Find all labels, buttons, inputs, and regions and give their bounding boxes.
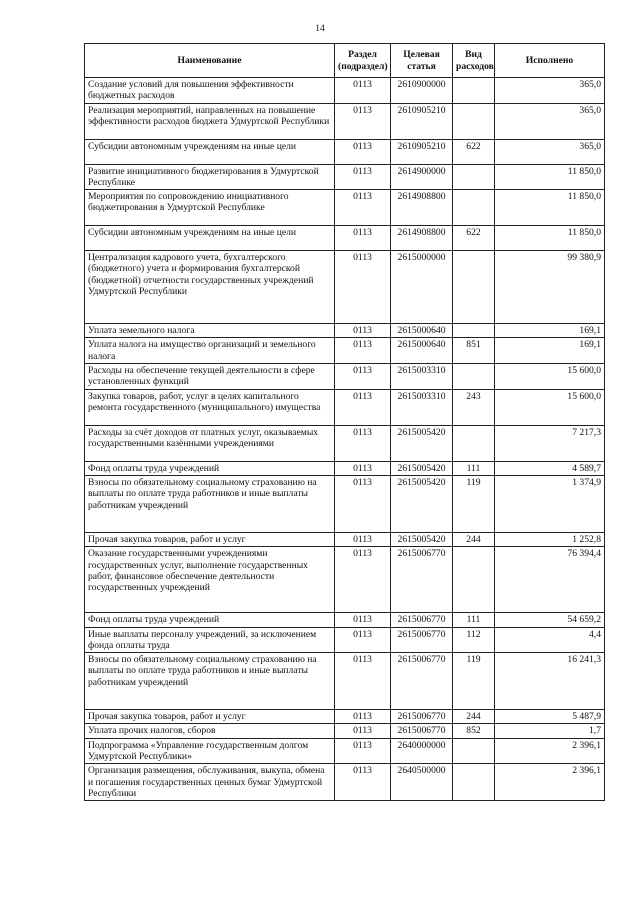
table-row bbox=[85, 190, 605, 226]
row-expense-type-cell: 111 bbox=[453, 613, 495, 627]
row-target-cell: 2615006770 bbox=[391, 710, 453, 724]
row-name-cell: Закупка товаров, работ, услуг в целях капитального ремонта государственного (муниципального) имущества bbox=[85, 389, 335, 425]
row-target-cell: 2615006770 bbox=[391, 724, 453, 738]
row-expense-type-cell: 244 bbox=[453, 532, 495, 546]
table-row bbox=[85, 613, 605, 627]
row-executed-cell: 15 600,0 bbox=[495, 389, 605, 425]
row-section-cell: 0113 bbox=[335, 389, 391, 425]
table-row bbox=[85, 738, 605, 764]
row-target-cell: 2615005420 bbox=[391, 475, 453, 532]
row-name-cell: Подпрограмма «Управление государственным долгом Удмуртской Республики» bbox=[85, 738, 335, 764]
row-target-cell: 2615006770 bbox=[391, 613, 453, 627]
row-section-cell: 0113 bbox=[335, 738, 391, 764]
table-row bbox=[85, 461, 605, 475]
row-name-cell: Уплата налога на имущество организаций и земельного налога bbox=[85, 338, 335, 364]
row-section-cell: 0113 bbox=[335, 710, 391, 724]
row-name-cell: Централизация кадрового учета, бухгалтерского (бюджетного) учета и формирования бухгалтерской (бюджетной) отчетности государственных учреждений Удмуртской Республики bbox=[85, 251, 335, 324]
row-expense-type-cell: 622 bbox=[453, 139, 495, 164]
row-expense-type-cell bbox=[453, 425, 495, 461]
row-name-cell: Фонд оплаты труда учреждений bbox=[85, 461, 335, 475]
row-name-cell: Расходы на обеспечение текущей деятельности в сфере установленных функций bbox=[85, 364, 335, 390]
row-name-cell: Оказание государственными учреждениями государственных услуг, выполнение государственных работ, финансовое обеспечение деятельности государственных учреждений bbox=[85, 547, 335, 613]
row-name-cell: Уплата прочих налогов, сборов bbox=[85, 724, 335, 738]
row-executed-cell: 54 659,2 bbox=[495, 613, 605, 627]
row-executed-cell: 16 241,3 bbox=[495, 653, 605, 710]
row-name-cell: Взносы по обязательному социальному страхованию на выплаты по оплате труда работников и иные выплаты работникам учреждений bbox=[85, 475, 335, 532]
row-target-cell: 2614900000 bbox=[391, 164, 453, 190]
table-header-row bbox=[85, 44, 605, 78]
row-expense-type-cell: 111 bbox=[453, 461, 495, 475]
row-name-cell: Создание условий для повышения эффективности бюджетных расходов bbox=[85, 78, 335, 104]
row-name-cell: Уплата земельного налога bbox=[85, 324, 335, 338]
row-section-cell: 0113 bbox=[335, 547, 391, 613]
row-executed-cell: 7 217,3 bbox=[495, 425, 605, 461]
row-expense-type-cell: 851 bbox=[453, 338, 495, 364]
row-section-cell: 0113 bbox=[335, 724, 391, 738]
row-target-cell: 2610905210 bbox=[391, 139, 453, 164]
row-target-cell: 2615000640 bbox=[391, 338, 453, 364]
table-row bbox=[85, 764, 605, 801]
row-name-cell: Развитие инициативного бюджетирования в Удмуртской Республике bbox=[85, 164, 335, 190]
row-target-cell: 2615006770 bbox=[391, 547, 453, 613]
row-expense-type-cell: 622 bbox=[453, 226, 495, 251]
row-expense-type-cell bbox=[453, 164, 495, 190]
table-row bbox=[85, 710, 605, 724]
row-executed-cell: 11 850,0 bbox=[495, 164, 605, 190]
row-expense-type-cell bbox=[453, 251, 495, 324]
row-target-cell: 2610900000 bbox=[391, 78, 453, 104]
table-row bbox=[85, 226, 605, 251]
row-section-cell: 0113 bbox=[335, 78, 391, 104]
row-expense-type-cell bbox=[453, 764, 495, 801]
row-executed-cell: 76 394,4 bbox=[495, 547, 605, 613]
page-number: 14 bbox=[315, 24, 325, 34]
row-target-cell: 2614908800 bbox=[391, 226, 453, 251]
row-expense-type-cell bbox=[453, 190, 495, 226]
row-target-cell: 2615005420 bbox=[391, 425, 453, 461]
row-executed-cell: 99 380,9 bbox=[495, 251, 605, 324]
table-row bbox=[85, 338, 605, 364]
row-target-cell: 2615006770 bbox=[391, 653, 453, 710]
row-executed-cell: 11 850,0 bbox=[495, 226, 605, 251]
table-row bbox=[85, 389, 605, 425]
row-name-cell: Прочая закупка товаров, работ и услуг bbox=[85, 532, 335, 546]
row-executed-cell: 365,0 bbox=[495, 139, 605, 164]
row-name-cell: Прочая закупка товаров, работ и услуг bbox=[85, 710, 335, 724]
row-name-cell: Расходы за счёт доходов от платных услуг, оказываемых государственными казёнными учреждениями bbox=[85, 425, 335, 461]
row-target-cell: 2615005420 bbox=[391, 532, 453, 546]
table-row bbox=[85, 324, 605, 338]
row-executed-cell: 2 396,1 bbox=[495, 738, 605, 764]
table-row bbox=[85, 251, 605, 324]
row-name-cell: Взносы по обязательному социальному страхованию на выплаты по оплате труда работников и иные выплаты работникам учреждений bbox=[85, 653, 335, 710]
table-row bbox=[85, 103, 605, 139]
row-section-cell: 0113 bbox=[335, 103, 391, 139]
header-expense-type: Вид расходов bbox=[453, 44, 495, 78]
row-name-cell: Фонд оплаты труда учреждений bbox=[85, 613, 335, 627]
row-section-cell: 0113 bbox=[335, 475, 391, 532]
row-section-cell: 0113 bbox=[335, 461, 391, 475]
row-expense-type-cell: 112 bbox=[453, 627, 495, 653]
row-executed-cell: 169,1 bbox=[495, 324, 605, 338]
row-section-cell: 0113 bbox=[335, 338, 391, 364]
row-target-cell: 2610905210 bbox=[391, 103, 453, 139]
row-name-cell: Организация размещения, обслуживания, выкупа, обмена и погашения государственных ценных бумаг Удмуртской Республики bbox=[85, 764, 335, 801]
row-executed-cell: 1 374,9 bbox=[495, 475, 605, 532]
row-target-cell: 2615003310 bbox=[391, 389, 453, 425]
header-target: Целевая статья bbox=[391, 44, 453, 78]
table-row bbox=[85, 425, 605, 461]
row-target-cell: 2614908800 bbox=[391, 190, 453, 226]
row-executed-cell: 1 252,8 bbox=[495, 532, 605, 546]
row-target-cell: 2615000640 bbox=[391, 324, 453, 338]
row-section-cell: 0113 bbox=[335, 164, 391, 190]
row-name-cell: Субсидии автономным учреждениям на иные цели bbox=[85, 139, 335, 164]
table-row bbox=[85, 364, 605, 390]
row-expense-type-cell: 243 bbox=[453, 389, 495, 425]
row-target-cell: 2640000000 bbox=[391, 738, 453, 764]
row-section-cell: 0113 bbox=[335, 364, 391, 390]
row-target-cell: 2640500000 bbox=[391, 764, 453, 801]
header-section: Раздел (подраздел) bbox=[335, 44, 391, 78]
row-expense-type-cell bbox=[453, 324, 495, 338]
row-section-cell: 0113 bbox=[335, 324, 391, 338]
row-executed-cell: 11 850,0 bbox=[495, 190, 605, 226]
row-expense-type-cell bbox=[453, 364, 495, 390]
row-target-cell: 2615003310 bbox=[391, 364, 453, 390]
row-section-cell: 0113 bbox=[335, 251, 391, 324]
table-row bbox=[85, 164, 605, 190]
table-row bbox=[85, 724, 605, 738]
table-row bbox=[85, 547, 605, 613]
row-section-cell: 0113 bbox=[335, 613, 391, 627]
table-body bbox=[85, 78, 605, 801]
row-expense-type-cell: 244 bbox=[453, 710, 495, 724]
row-name-cell: Реализация мероприятий, направленных на повышение эффективности расходов бюджета Удмуртской Республики bbox=[85, 103, 335, 139]
row-executed-cell: 365,0 bbox=[495, 103, 605, 139]
row-expense-type-cell bbox=[453, 103, 495, 139]
table-row bbox=[85, 475, 605, 532]
row-expense-type-cell: 119 bbox=[453, 653, 495, 710]
table-row bbox=[85, 653, 605, 710]
row-target-cell: 2615006770 bbox=[391, 627, 453, 653]
table-row bbox=[85, 78, 605, 104]
row-section-cell: 0113 bbox=[335, 226, 391, 251]
row-section-cell: 0113 bbox=[335, 532, 391, 546]
row-section-cell: 0113 bbox=[335, 653, 391, 710]
row-executed-cell: 169,1 bbox=[495, 338, 605, 364]
row-section-cell: 0113 bbox=[335, 139, 391, 164]
row-section-cell: 0113 bbox=[335, 627, 391, 653]
row-expense-type-cell: 119 bbox=[453, 475, 495, 532]
row-executed-cell: 4 589,7 bbox=[495, 461, 605, 475]
row-section-cell: 0113 bbox=[335, 764, 391, 801]
budget-table bbox=[84, 43, 605, 801]
table-row bbox=[85, 139, 605, 164]
header-executed: Исполнено bbox=[495, 44, 605, 78]
row-section-cell: 0113 bbox=[335, 190, 391, 226]
row-executed-cell: 1,7 bbox=[495, 724, 605, 738]
row-name-cell: Субсидии автономным учреждениям на иные цели bbox=[85, 226, 335, 251]
row-executed-cell: 4,4 bbox=[495, 627, 605, 653]
row-executed-cell: 365,0 bbox=[495, 78, 605, 104]
header-name: Наименование bbox=[85, 44, 335, 78]
row-executed-cell: 15 600,0 bbox=[495, 364, 605, 390]
row-executed-cell: 5 487,9 bbox=[495, 710, 605, 724]
row-name-cell: Иные выплаты персоналу учреждений, за исключением фонда оплаты труда bbox=[85, 627, 335, 653]
row-expense-type-cell bbox=[453, 78, 495, 104]
row-section-cell: 0113 bbox=[335, 425, 391, 461]
row-target-cell: 2615000000 bbox=[391, 251, 453, 324]
table-row bbox=[85, 627, 605, 653]
row-executed-cell: 2 396,1 bbox=[495, 764, 605, 801]
table-row bbox=[85, 532, 605, 546]
row-name-cell: Мероприятия по сопровождению инициативного бюджетирования в Удмуртской Республике bbox=[85, 190, 335, 226]
row-target-cell: 2615005420 bbox=[391, 461, 453, 475]
row-expense-type-cell bbox=[453, 547, 495, 613]
row-expense-type-cell bbox=[453, 738, 495, 764]
row-expense-type-cell: 852 bbox=[453, 724, 495, 738]
